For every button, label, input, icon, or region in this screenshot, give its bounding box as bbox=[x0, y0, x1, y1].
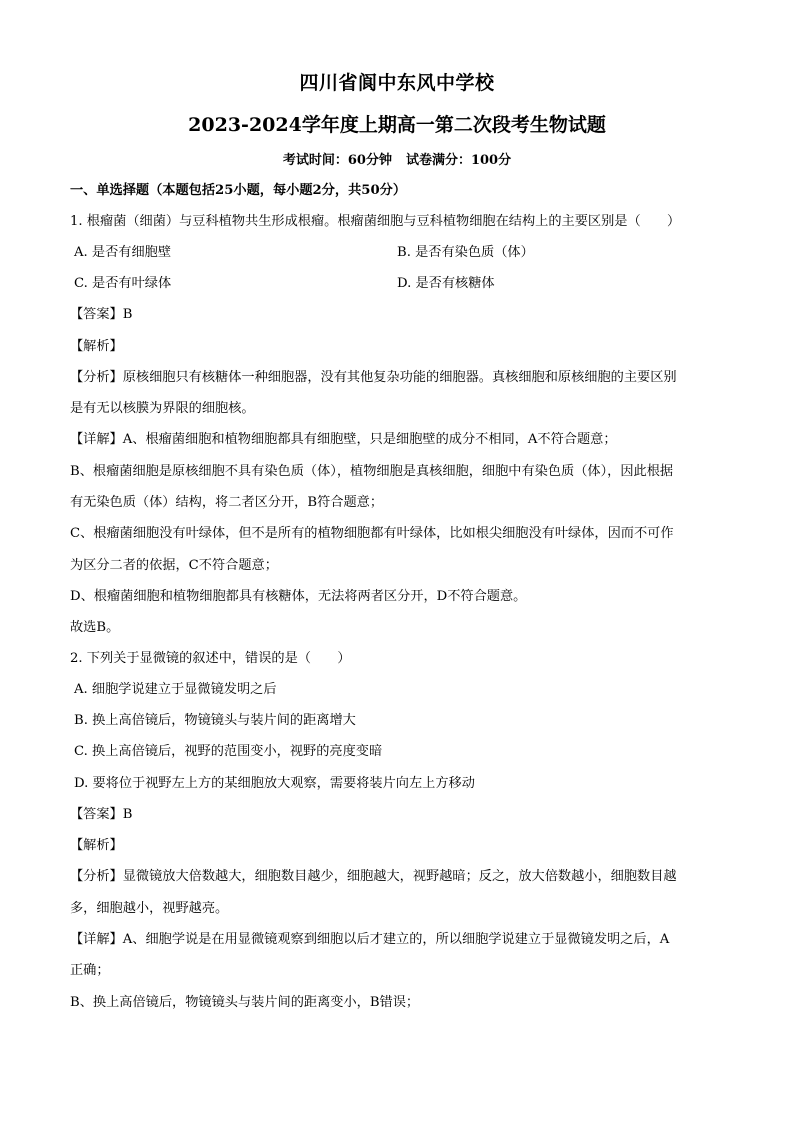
q1-fenxi-line2: 是有无以核膜为界限的细胞核。 bbox=[70, 401, 255, 416]
q1-stem: 1. 根瘤菌（细菌）与豆科植物共生形成根瘤。根瘤菌细胞与豆科植物细胞在结构上的主要区别是（ ） bbox=[70, 214, 681, 229]
q2-option-a: A. 细胞学说建立于显微镜发明之后 bbox=[74, 682, 277, 697]
q1-analysis-label: 【解析】 bbox=[70, 339, 123, 354]
school-title: 四川省阆中东风中学校 bbox=[299, 72, 495, 94]
q1-option-c: C. 是否有叶绿体 bbox=[74, 276, 172, 291]
q2-detail-b: B、换上高倍镜后，物镜镜头与装片间的距离变小，B错误； bbox=[70, 995, 420, 1010]
exam-meta bbox=[0, 149, 794, 168]
q2-detail-a-line2: 正确； bbox=[70, 963, 110, 978]
exam-title: 2023-2024学年度上期高一第二次段考生物试题 bbox=[188, 114, 606, 136]
q2-option-b: B. 换上高倍镜后，物镜镜头与装片间的距离增大 bbox=[74, 713, 356, 728]
q1-answer: 【答案】B bbox=[70, 307, 133, 322]
q1-detail-b-line2: 有无染色质（体）结构，将二者区分开，B符合题意； bbox=[70, 495, 384, 510]
q2-option-c: C. 换上高倍镜后，视野的范围变小，视野的亮度变暗 bbox=[74, 744, 383, 759]
q2-option-d: D. 要将位于视野左上方的某细胞放大观察，需要将装片向左上方移动 bbox=[74, 776, 475, 791]
q2-fenxi-line1: 【分析】显微镜放大倍数越大，细胞数目越少，细胞越大，视野越暗；反之，放大倍数越小，细胞数目越 bbox=[70, 869, 677, 884]
exam-score: 试卷满分：100分 bbox=[405, 153, 512, 168]
q1-detail-a: 【详解】A、根瘤菌细胞和植物细胞都具有细胞壁，只是细胞壁的成分不相同，A不符合题意； bbox=[70, 432, 617, 447]
q1-detail-c-line1: C、根瘤菌细胞没有叶绿体，但不是所有的植物细胞都有叶绿体，比如根尖细胞没有叶绿体，因而不可作 bbox=[70, 526, 674, 541]
q1-detail-d: D、根瘤菌细胞和植物细胞都具有核糖体，无法将两者区分开，D不符合题意。 bbox=[70, 589, 527, 604]
section-heading: 一、单选择题（本题包括25小题，每小题2分，共50分） bbox=[70, 183, 407, 198]
q1-option-d: D. 是否有核糖体 bbox=[397, 276, 495, 291]
q2-fenxi-line2: 多，细胞越小，视野越亮。 bbox=[70, 901, 229, 916]
q1-option-a: A. 是否有细胞壁 bbox=[74, 245, 172, 260]
q2-answer: 【答案】B bbox=[70, 807, 133, 822]
q2-detail-a-line1: 【详解】A、细胞学说是在用显微镜观察到细胞以后才建立的，所以细胞学说建立于显微镜发明之后，A bbox=[70, 932, 670, 947]
q1-fenxi-line1: 【分析】原核细胞只有核糖体一种细胞器，没有其他复杂功能的细胞器。真核细胞和原核细胞的主要区别 bbox=[70, 370, 677, 385]
q1-detail-b-line1: B、根瘤菌细胞是原核细胞不具有染色质（体），植物细胞是真核细胞，细胞中有染色质（体），因此根据 bbox=[70, 464, 674, 479]
q1-detail-c-line2: 为区分二者的依据，C不符合题意； bbox=[70, 558, 278, 573]
q1-conclusion: 故选B。 bbox=[70, 620, 120, 635]
q2-stem: 2. 下列关于显微镜的叙述中，错误的是（ ） bbox=[70, 651, 351, 666]
q1-option-b: B. 是否有染色质（体） bbox=[397, 245, 534, 260]
exam-time: 考试时间：60分钟 bbox=[282, 153, 392, 168]
q2-analysis-label: 【解析】 bbox=[70, 838, 123, 853]
